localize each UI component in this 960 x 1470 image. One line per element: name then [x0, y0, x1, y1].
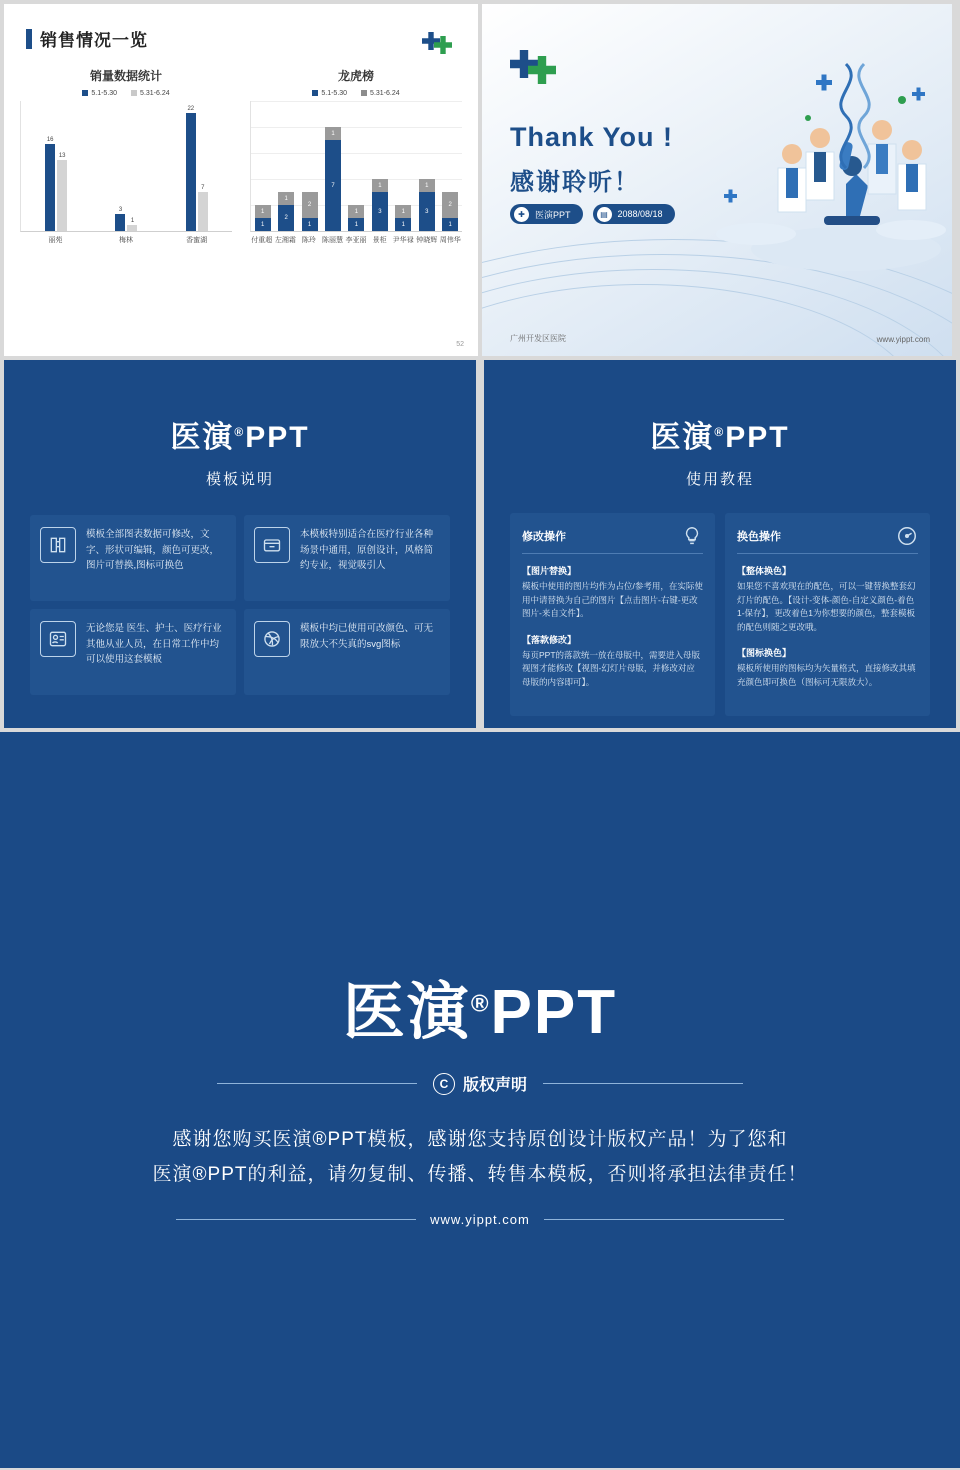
- divider-line: [176, 1219, 416, 1220]
- slide-usage-tutorial[interactable]: [484, 360, 956, 728]
- brand-title: 医演®PPT: [170, 421, 310, 454]
- block-text: 模板中使用的图片均作为占位/参考用，在实际使用中请替换为自己的图片【点击图片-右键-更改图片-来自文件】。: [522, 581, 703, 619]
- basketball-icon: [254, 621, 290, 657]
- description-card[interactable]: [244, 515, 450, 601]
- stacked-bar: 1 1: [393, 101, 413, 231]
- stacked-bar: 2 1: [440, 101, 460, 231]
- book-icon: [40, 527, 76, 563]
- brand-pill[interactable]: [510, 204, 583, 224]
- divider-line: [544, 1219, 784, 1220]
- palette-icon: [896, 525, 918, 547]
- chart-legend: [16, 90, 236, 97]
- stacked-bar: 1 3: [417, 101, 437, 231]
- x-tick-label: 左湘霜: [274, 237, 296, 244]
- tutorial-block: [737, 564, 918, 634]
- page-title: [4, 4, 478, 51]
- tutorial-columns: [484, 489, 956, 716]
- cross-logo-icon: [422, 30, 454, 54]
- bar-group: 3 1: [115, 101, 137, 231]
- stacked-bar: 1 2: [276, 101, 296, 231]
- stacked-bar: 1 1: [253, 101, 273, 231]
- tutorial-block: [737, 646, 918, 689]
- x-tick-label: 尹华禄: [392, 237, 414, 244]
- description-card[interactable]: [30, 515, 236, 601]
- x-tick-label: 李亚丽: [345, 237, 367, 244]
- date-pill[interactable]: [593, 204, 675, 224]
- description-card[interactable]: [30, 609, 236, 695]
- stacked-bar: 1 1: [346, 101, 366, 231]
- copyright-icon: C: [433, 1073, 455, 1095]
- block-text: 每页PPT的落款统一放在母版中，需要进入母版视图才能修改【视图-幻灯片母版，并修改对应母版的内容即可】。: [522, 649, 701, 687]
- slide-template-description[interactable]: [4, 360, 476, 728]
- legend-label: 5.31-6.24: [140, 90, 170, 97]
- copyright-url-row: [0, 1212, 960, 1227]
- title-text: 销售情况一览: [40, 31, 148, 50]
- date-pill-label: 2088/08/18: [617, 209, 663, 219]
- website-url[interactable]: www.yippt.com: [430, 1212, 530, 1227]
- copyright-line-2: 医演®PPT的利益，请勿复制、传播、转售本模板，否则将承担法律责任！: [152, 1164, 808, 1186]
- x-tick-label: 丽苑: [48, 237, 63, 244]
- x-tick-label: 周伟华: [439, 237, 461, 244]
- chart-plot-area: [20, 101, 232, 232]
- person-id-icon: [40, 621, 76, 657]
- legend-label: 5.1-5.30: [91, 90, 118, 97]
- footer-url: www.yippt.com: [876, 335, 930, 344]
- tutorial-block: [522, 633, 703, 690]
- legend-label: 5.31-6.24: [370, 90, 400, 97]
- cross-icon: ✚: [514, 207, 529, 222]
- block-text: 模板所使用的图标均为矢量格式，直接修改其填充颜色即可换色（图标可无限放大）。: [737, 663, 916, 687]
- tutorial-heading: 换色操作: [737, 531, 781, 543]
- tutorial-column-header: [522, 525, 703, 554]
- brand-subtitle: 模板说明: [205, 471, 274, 488]
- tutorial-heading: 修改操作: [522, 531, 566, 543]
- tutorial-column-recolor[interactable]: [725, 513, 930, 716]
- medical-team-illustration: [696, 34, 946, 294]
- footer-hospital: 广州开发区医院: [510, 334, 566, 343]
- slide-number: 52: [456, 341, 464, 348]
- brand-title-large: 医演®PPT: [342, 978, 618, 1047]
- block-heading: 【落款修改】: [522, 634, 577, 645]
- tutorial-column-edit[interactable]: [510, 513, 715, 716]
- copyright-badge-label: 版权声明: [462, 1077, 527, 1094]
- legend-label: 5.1-5.30: [321, 90, 348, 97]
- chart-x-axis: [20, 235, 232, 245]
- charts-container: [4, 51, 478, 245]
- chart-title: 销量数据统计: [89, 69, 162, 83]
- chart-leaderboard: [246, 61, 466, 245]
- thanks-title-en: Thank You !: [510, 122, 674, 152]
- chart-sales-statistics: [16, 61, 236, 245]
- tutorial-column-header: [737, 525, 918, 554]
- cross-logo-icon: [510, 48, 558, 84]
- chart-legend: [246, 90, 466, 97]
- stacked-bar: 1 7: [323, 101, 343, 231]
- brand-block: [4, 412, 476, 489]
- slide-sales-overview[interactable]: [4, 4, 478, 356]
- chart-x-axis: [250, 235, 462, 245]
- chart-title: 龙虎榜: [337, 69, 374, 83]
- card-text: 无论您是 医生、护士、医疗行业其他从业人员，在日常工作中均可以使用这套模板: [86, 623, 222, 666]
- stacked-bar: 1 3: [370, 101, 390, 231]
- meta-pills: [510, 204, 675, 224]
- x-tick-label: 陈丽慧: [321, 237, 343, 244]
- block-heading: 【图片替换】: [522, 566, 577, 576]
- card-text: 本模板特别适合在医疗行业各种场景中通用，原创设计，风格简约专业，视觉吸引人: [300, 529, 434, 572]
- stacked-bar: 2 1: [300, 101, 320, 231]
- bar-group: 22 7: [186, 101, 208, 231]
- bar-group: 16 13: [45, 101, 67, 231]
- block-heading: 【图标换色】: [737, 648, 792, 659]
- archive-icon: [254, 527, 290, 563]
- divider-line: [217, 1083, 417, 1084]
- brand-title: 医演®PPT: [650, 421, 790, 454]
- copyright-text: [0, 1122, 960, 1192]
- chart-plot-area: [250, 101, 462, 232]
- x-tick-label: 香蜜湖: [186, 237, 208, 244]
- x-tick-label: 景柜: [372, 237, 387, 244]
- block-text: 如果您不喜欢现在的配色，可以一键替换整套幻灯片的配色。【设计-变体-颜色-自定义颜色-着色1-保存】，更改着色1为你想要的颜色，整套模板的配色则随之更改哦。: [737, 581, 916, 632]
- bulb-icon: [681, 525, 703, 547]
- title-accent-bar: [26, 29, 32, 49]
- calendar-icon: ▤: [597, 207, 612, 222]
- x-tick-label: 梅林: [119, 237, 133, 244]
- divider-line: [543, 1083, 743, 1084]
- brand-subtitle: 使用教程: [685, 471, 754, 488]
- thanks-title-cn: 感谢聆听！: [510, 169, 640, 196]
- slide-thank-you[interactable]: [482, 4, 952, 356]
- card-text: 模板中均已使用可改颜色、可无限放大不失真的svg图标: [300, 623, 434, 650]
- block-heading: 【整体换色】: [737, 566, 792, 576]
- x-tick-label: 陈玲: [301, 237, 316, 244]
- x-tick-label: 钟晓辉: [416, 237, 438, 244]
- slides-row-1: [0, 0, 960, 360]
- description-card[interactable]: [244, 609, 450, 695]
- slides-row-2: [0, 360, 960, 728]
- card-text: 模板全部图表数据可修改，文字、形状可编辑，颜色可更改，图片可替换,图标可换色: [86, 529, 220, 572]
- description-cards: [4, 489, 476, 695]
- slide-copyright[interactable]: [0, 732, 960, 1468]
- brand-block: [484, 412, 956, 489]
- tutorial-block: [522, 564, 703, 621]
- copyright-line-1: 感谢您购买医演®PPT模板，感谢您支持原创设计版权产品！为了您和: [172, 1129, 788, 1150]
- copyright-badge-row: [0, 1072, 960, 1095]
- brand-pill-label: 医演PPT: [535, 209, 571, 220]
- x-tick-label: 付重超: [251, 237, 273, 244]
